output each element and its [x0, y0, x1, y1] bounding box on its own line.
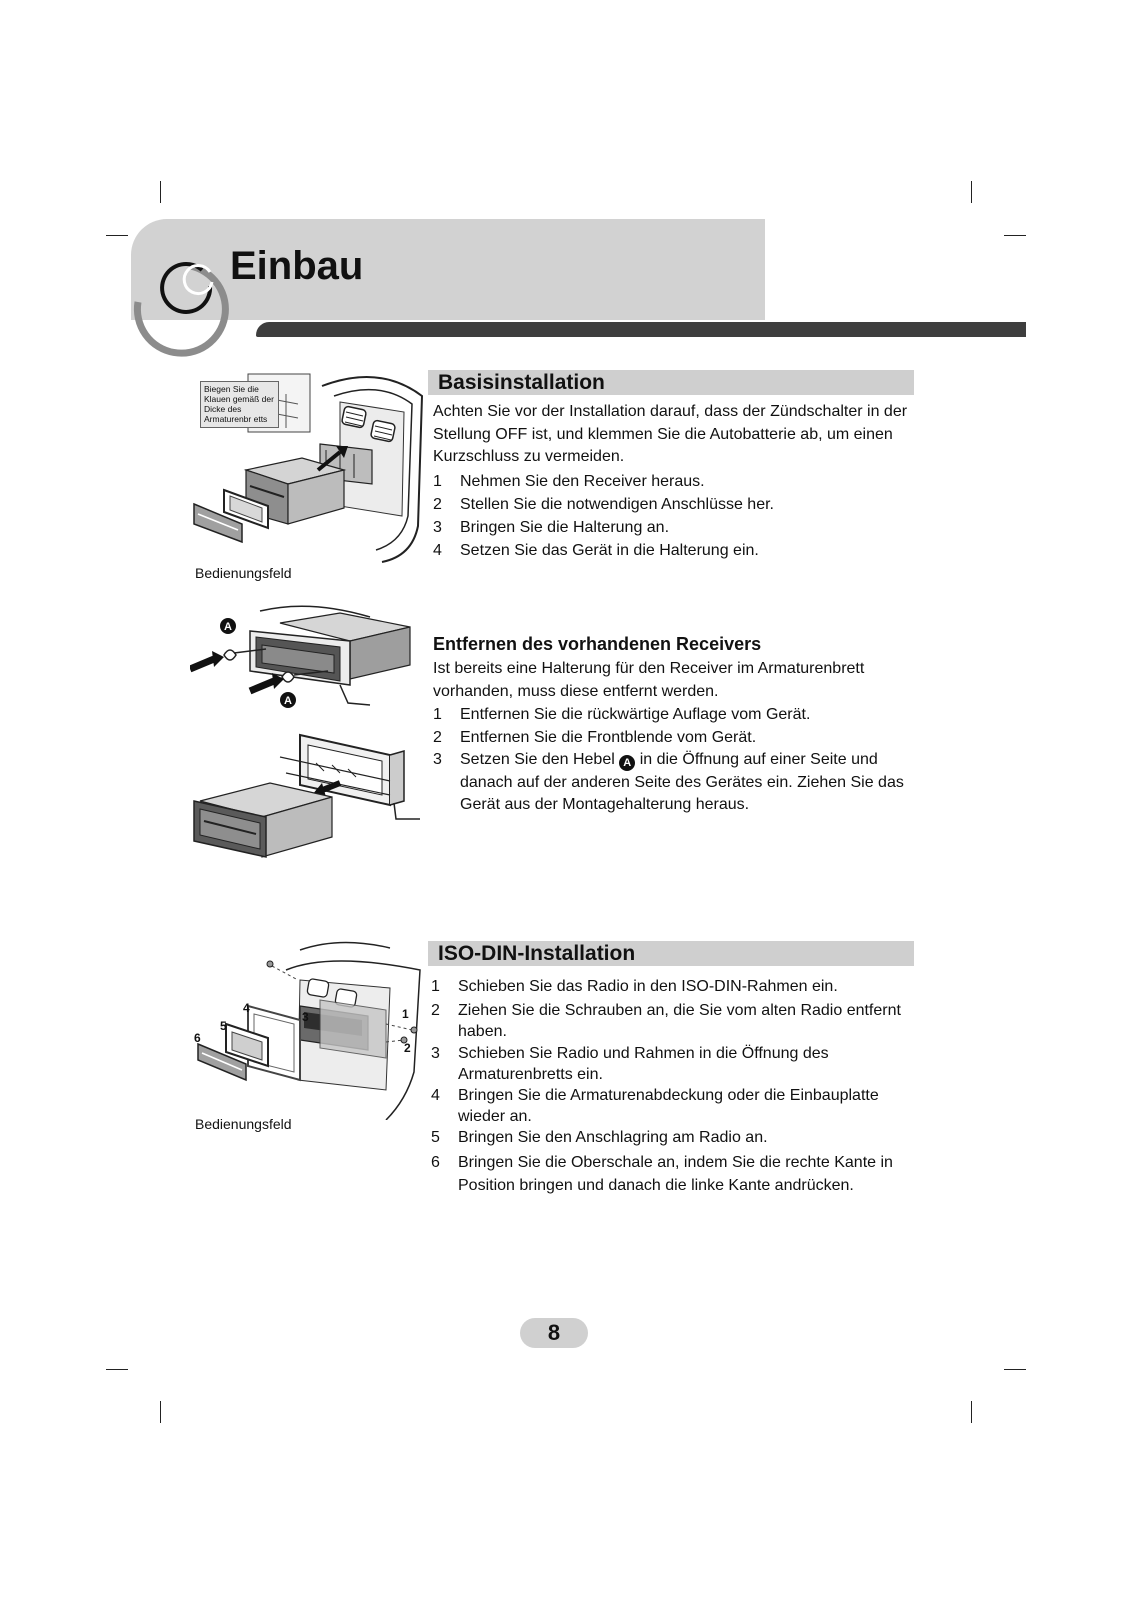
step-number: 6 [431, 1154, 440, 1171]
step-number: 4 [431, 1087, 440, 1104]
step-text: Entfernen Sie die Frontblende vom Gerät. [460, 728, 757, 746]
isodin-illustration [190, 940, 430, 1120]
crop-mark [1004, 1369, 1026, 1370]
list-item [433, 749, 913, 817]
step-number: 5 [431, 1129, 440, 1146]
crop-mark [971, 181, 972, 203]
part-label: 2 [404, 1041, 411, 1055]
step-text-part: in die Öffnung auf einer Seite und danach auf der anderen Seite des Gerätes ein. Ziehen Sie das Gerät aus der Montagehalterung heraus. [460, 751, 904, 813]
header-swirl-icon [128, 250, 238, 362]
receiver-removal-illustration [190, 605, 430, 875]
step-text: Ziehen Sie die Schrauben an, die Sie vom alten Radio entfernt haben. [458, 1002, 901, 1040]
list-item [433, 704, 913, 727]
crop-mark [160, 181, 161, 203]
crop-mark [1004, 235, 1026, 236]
list-item [433, 493, 913, 516]
page-number: 8 [520, 1318, 588, 1348]
subsection-heading-remove: Entfernen des vorhandenen Receivers [433, 634, 762, 654]
list-item [433, 516, 913, 539]
isodin-steps [431, 976, 918, 1197]
list-item [431, 1127, 918, 1148]
part-label: 3 [302, 1010, 309, 1024]
marker-a-icon: A [619, 755, 635, 771]
remove-intro: Ist bereits eine Halterung für den Receiver im Armaturenbrett vorhanden, muss diese entfernt werden. [433, 660, 865, 700]
list-item [433, 539, 913, 562]
step-text: Setzen Sie das Gerät in die Halterung ein. [460, 542, 759, 559]
crop-mark [106, 1369, 128, 1370]
callout-note: Biegen Sie die Klauen gemäß der Dicke des Armaturenbr etts [200, 381, 279, 428]
illustration-caption: Bedienungsfeld [195, 1116, 292, 1132]
step-text: Bringen Sie die Armaturenabdeckung oder die Einbauplatte wieder an. [458, 1087, 879, 1125]
list-item [431, 1151, 918, 1197]
step-number: 1 [433, 473, 442, 490]
marker-a-label: A [224, 621, 232, 633]
list-item [433, 470, 913, 493]
illustration-caption: Bedienungsfeld [195, 565, 292, 581]
step-text: Stellen Sie die notwendigen Anschlüsse her. [460, 496, 774, 513]
step-number: 4 [433, 542, 442, 559]
step-text: Schieben Sie Radio und Rahmen in die Öffnung des Armaturenbretts ein. [458, 1045, 829, 1083]
list-item [433, 727, 913, 750]
crop-mark [160, 1401, 161, 1423]
list-item [431, 976, 918, 997]
header-bar [256, 322, 1026, 337]
step-number: 3 [431, 1045, 440, 1062]
marker-a-label: A [284, 695, 292, 707]
section-heading-isodin: ISO-DIN-Installation [428, 941, 914, 966]
step-number: 1 [431, 978, 440, 995]
step-number: 2 [433, 496, 442, 513]
list-item [431, 1000, 918, 1042]
step-text-part: Setzen Sie den Hebel [460, 751, 615, 768]
step-number: 3 [433, 519, 442, 536]
step-text: Bringen Sie den Anschlagring am Radio an. [458, 1129, 768, 1146]
step-text: Schieben Sie das Radio in den ISO-DIN-Rahmen ein. [458, 978, 838, 995]
step-number: 3 [433, 751, 442, 768]
step-text: Bringen Sie die Oberschale an, indem Sie die rechte Kante in Position bringen und danach die linke Kante andrücken. [458, 1154, 893, 1194]
step-number: 1 [433, 706, 442, 723]
step-text [460, 751, 904, 813]
part-label: 5 [220, 1019, 227, 1033]
step-text: Nehmen Sie den Receiver heraus. [460, 473, 705, 490]
remove-steps [433, 704, 913, 817]
basic-intro: Achten Sie vor der Installation darauf, dass der Zündschalter in der Stellung OFF ist, und klemmen Sie die Autobatterie ab, um einen Kurzschluss zu vermeiden. [433, 403, 908, 465]
step-text: Bringen Sie die Halterung an. [460, 519, 670, 536]
crop-mark [971, 1401, 972, 1423]
list-item [431, 1043, 918, 1085]
step-text: Entfernen Sie die rückwärtige Auflage vom Gerät. [460, 706, 811, 723]
part-label: 1 [402, 1007, 409, 1021]
step-number: 2 [433, 728, 442, 746]
part-label: 6 [194, 1031, 201, 1045]
step-number: 2 [431, 1002, 440, 1019]
list-item [431, 1085, 918, 1127]
part-label: 4 [243, 1001, 250, 1015]
basic-steps [433, 470, 913, 562]
section-heading-basic: Basisinstallation [428, 370, 914, 395]
crop-mark [106, 235, 128, 236]
page-title: Einbau [230, 244, 364, 288]
